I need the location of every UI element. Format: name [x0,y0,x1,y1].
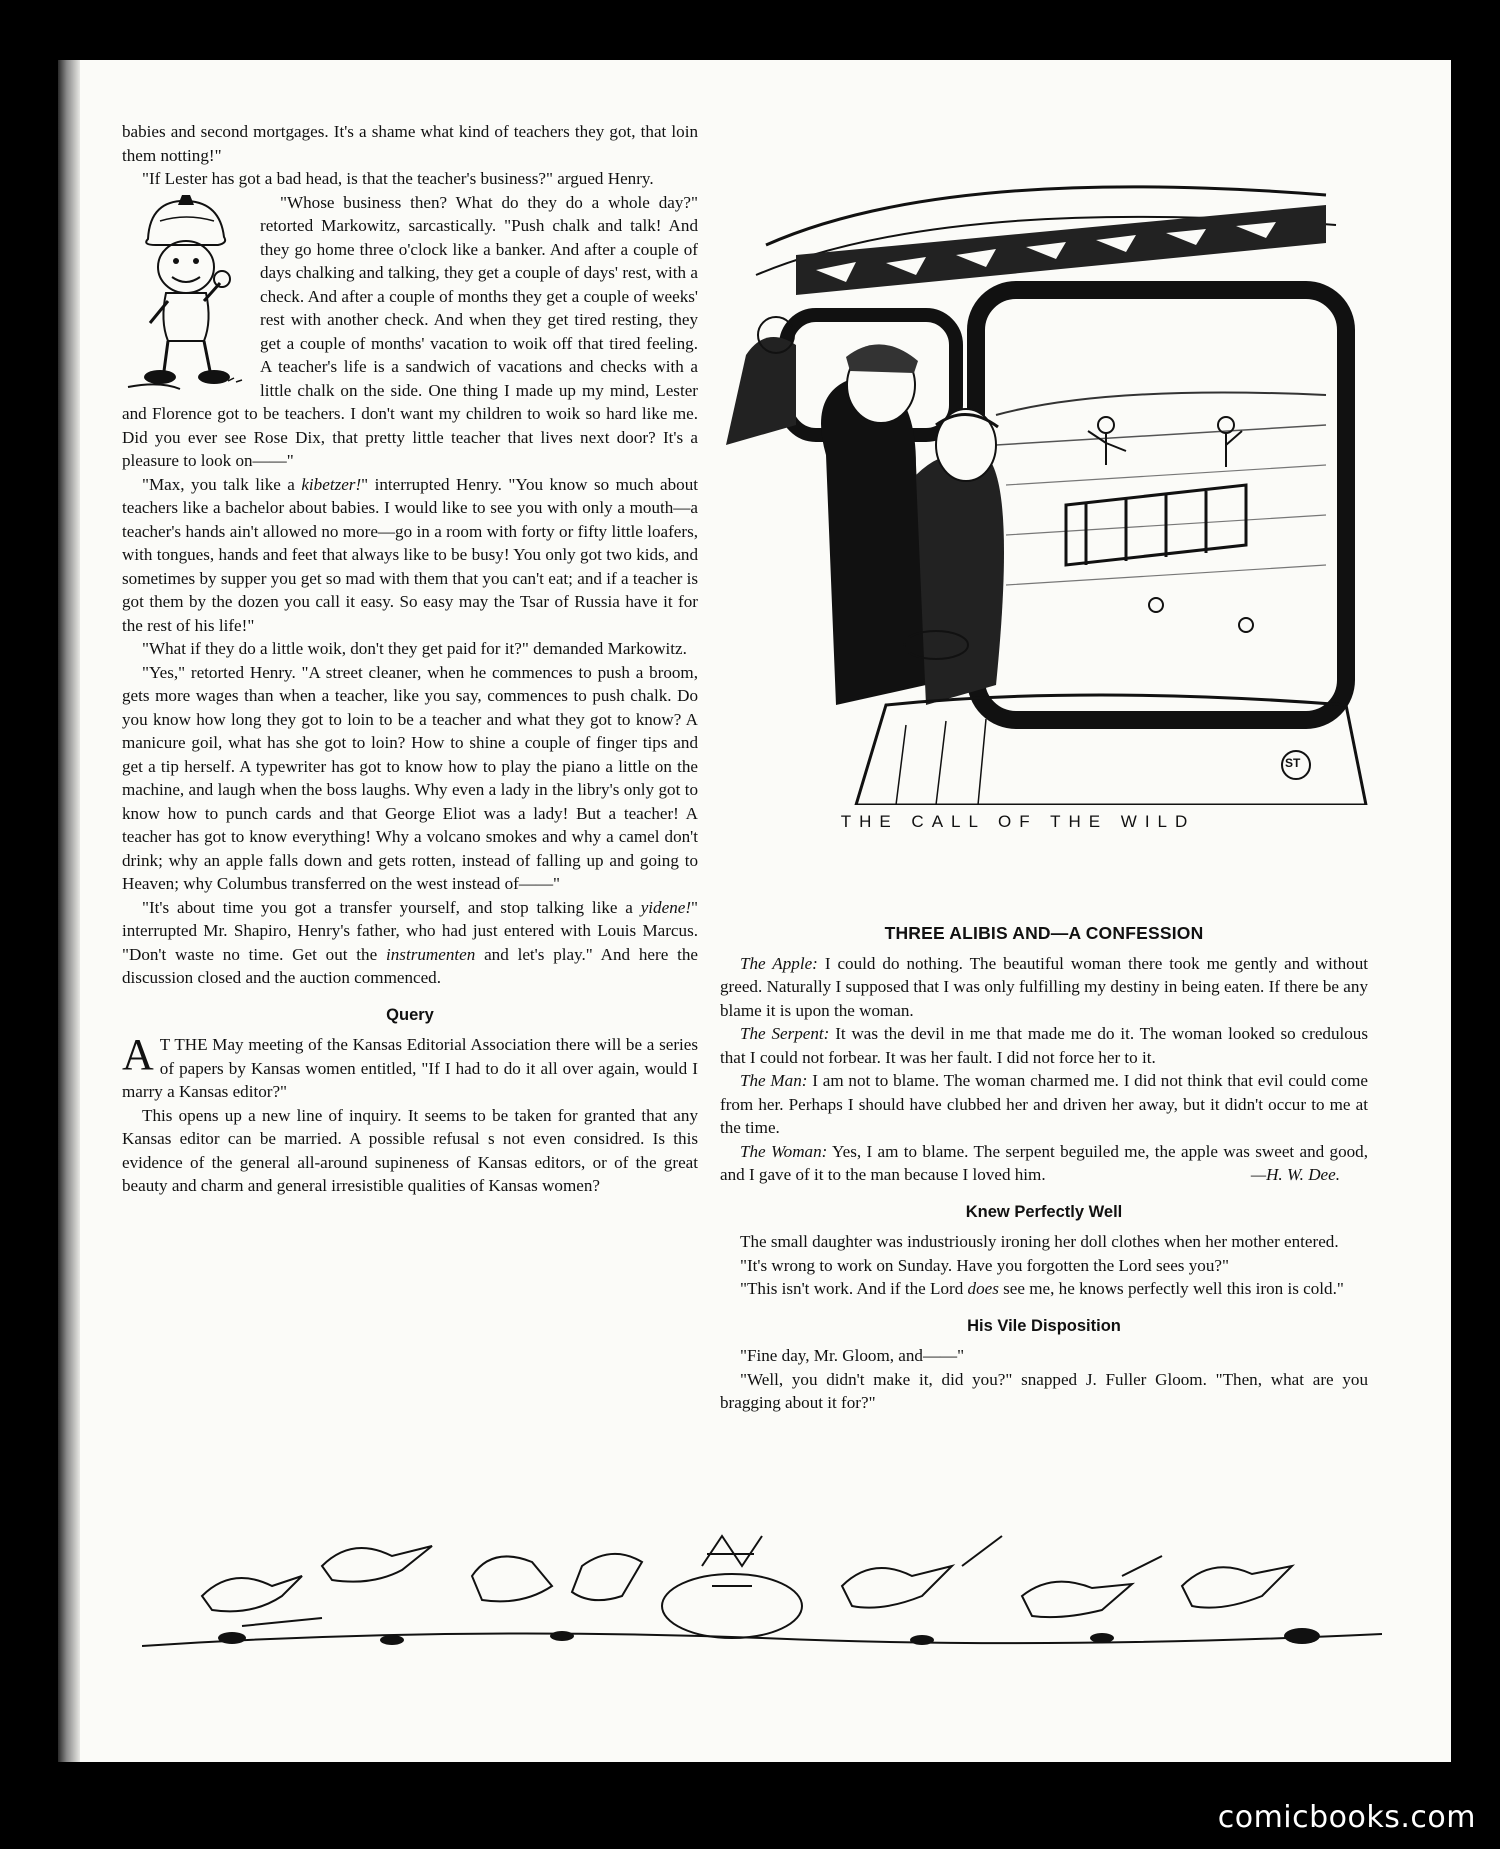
story-paragraph: "Whose business then? What do they do a whole day?" retorted Markowitz, sarcastically. "Push chalk and talk! And they go home three o'clock like a banker. And after a couple of days chalking and talking, they get a couple of days' rest, with a check. And after a couple of months they get a couple of weeks' rest with another check. And when they get tired resting, they get a couple of months' vacation to woik off that tired feeling. A teacher's life is a sandwich of vacations and checks with a little chalk on the side. One thing I made up my mind, Lester and Florence got to be teachers. I don't want my children to woik so hard like me. Did you ever see Rose Dix, that pretty little teacher that lives next door? It's a pleasure to look on——" [122,192,698,470]
knew-paragraph [720,1277,1368,1301]
story-paragraph [122,473,698,638]
drop-cap: A [122,1030,154,1079]
knew-heading: Knew Perfectly Well [965,1202,1123,1221]
text-run: Yes, I am to blame. The serpent beguiled me, the apple was sweet and good, and I gave of it to the man because I loved him. [720,1141,1368,1184]
emphasis-text: does [967,1279,999,1298]
page-gutter-shadow [58,60,80,1762]
text-run: T THE May meeting of the Kansas Editorial Association there will be a series of papers by Kansas women entitled, "If I had to do it all over again, would I marry a Kansas editor?" [122,1035,698,1101]
text-run: and let's play." And here the discussion closed and the auction commenced. [122,944,698,987]
alibis-heading: THREE ALIBIS AND—A CONFESSION [884,923,1204,943]
text-run: " interrupted Henry. "You know so much about teachers like a bachelor about babies. I would like to see you with only a mouth—a teacher's hands ain't allowed no more—go in a room with forty or fifty little loafers, with tongues, hands and feet that always like to be busy! You only got two kids, and sometimes by supper you get so mad with them that you can't eat; and if a teacher is got them by the dozen you call it easy. So easy may the Tsar of Russia have it for the rest of his life!" [122,474,699,635]
query-paragraph [122,1030,698,1104]
text-run: I am not to blame. The woman charmed me. I did not think that evil could come from her. Perhaps I should have clubbed her and driven her away, but it didn't occur to me at the time. [720,1071,1368,1137]
speaker-label: The Man: [740,1071,808,1090]
query-paragraph: This opens up a new line of inquiry. It seems to be taken for granted that any Kansas editor can be married. A possible refusal s not even considred. Is this evidence of the general all-around supineness of Kansas editors, or of the great beauty and charm and general irresistible qualities of Kansas women? [122,1105,698,1195]
vile-paragraph: "Fine day, Mr. Gloom, and——" [740,1346,965,1365]
text-run: "This isn't work. And if the Lord [740,1279,968,1298]
speaker-label: The Woman: [740,1141,828,1161]
knew-paragraph: "It's wrong to work on Sunday. Have you forgotten the Lord sees you?" [740,1255,1229,1275]
text-run: " interrupted Mr. Shapiro, Henry's father, who had just entered with Louis Marcus. "Don't waste no time. Get out the [122,897,698,964]
magazine-page [58,60,1451,1762]
right-column [720,922,1368,1415]
vile-paragraph: "Well, you didn't make it, did you?" snapped J. Fuller Gloom. "Then, what are you bragging about it for?" [720,1369,1368,1412]
text-run: see me, he knows perfectly well this iron is cold." [998,1279,1344,1298]
alibi-paragraph [720,1069,1368,1140]
emphasis-text: kibetzer! [301,474,362,494]
story-paragraph [122,896,698,990]
speaker-label: The Apple: [740,953,818,973]
speaker-label: The Serpent: [740,1024,830,1043]
story-paragraph: babies and second mortgages. It's a shame what kind of teachers they got, that loin them notting!" [122,122,698,165]
story-paragraph: "What if they do a little woik, don't they get paid for it?" demanded Markowitz. [142,639,687,658]
text-run: "It's about time you got a transfer yourself, and stop talking like a [142,897,641,917]
emphasis-text: yidene! [640,897,692,917]
story-paragraph: "If Lester has got a bad head, is that the teacher's business?" argued Henry. [142,169,654,188]
story-paragraph: "Yes," retorted Henry. "A street cleaner, when he commences to push a broom, gets more wages than when a teacher, like you say, commences to push chalk. Do you know how long they got to loin to be a teacher and what they got to know? A manicure goil, what has she got to loin? How to shine a couple of finger tips and get a tip herself. A typewriter has got to know how to play the piano a little on the machine, and laugh when the boss laughs. Why even a lady in the libry's only got to know how to punch cards and that George Eliot was a lady! But a teacher! A teacher has got to know everything! Why a volcano smokes and why a camel don't drink; why an apple falls down and gets rotten, instead of falling up and going to Heaven; why Columbus transferred on the west instead of——" [122,662,698,893]
author-attribution: —H. W. Dee. [1250,1165,1340,1184]
knew-paragraph: The small daughter was industriously ironing her doll clothes when her mother entered. [740,1232,1339,1251]
alibi-paragraph [720,1022,1368,1069]
text-run: It was the devil in me that made me do it. The woman looked so credulous that I could not forbear. It was her fault. I did not force her to it. [720,1024,1368,1067]
birds-frieze-illustration [142,1526,1382,1676]
vile-heading: His Vile Disposition [967,1316,1121,1335]
emphasis-text: instrumenten [386,944,476,964]
alibi-paragraph [720,1140,1368,1187]
query-heading: Query [386,1005,434,1024]
text-run: I could do nothing. The beautiful woman there took me gently and without greed. Naturally I supposed that I was only fulfilling my destiny in being eaten. If there be any blame it is upon the woman. [720,953,1368,1020]
train-window-illustration [686,125,1376,885]
artist-signature: ST [1285,756,1301,770]
text-run: "Max, you talk like a [142,474,302,494]
illustration-caption: THE CALL OF THE WILD [840,812,1196,831]
left-column [122,120,698,1198]
fireman-cartoon-figure [120,191,250,396]
site-watermark: comicbooks.com [1217,1800,1476,1835]
alibi-paragraph [720,952,1368,1023]
